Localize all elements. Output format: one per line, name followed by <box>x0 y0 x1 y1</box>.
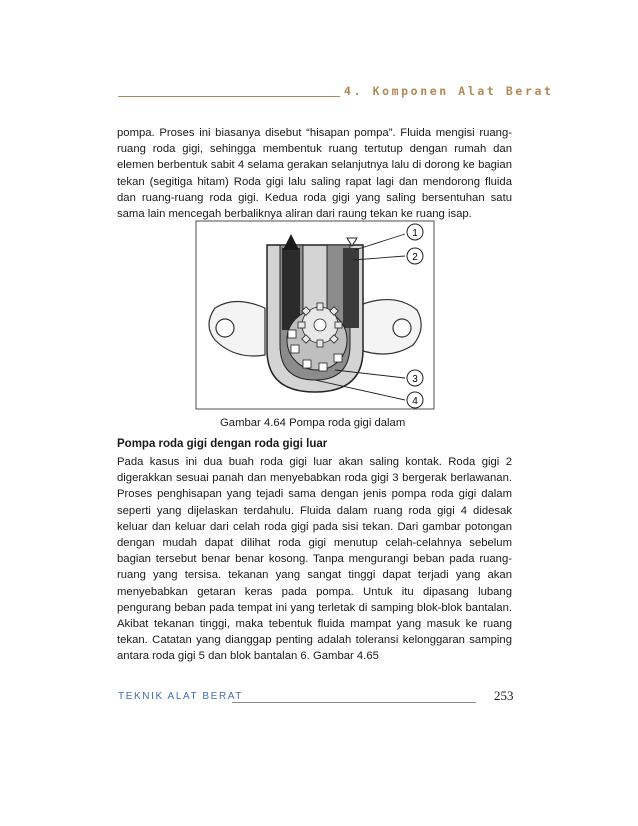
section-heading: Pompa roda gigi dengan roda gigi luar <box>117 438 328 450</box>
callout-3 <box>407 370 423 386</box>
internal-gear-pump-figure <box>195 220 435 410</box>
callout-1 <box>407 224 423 240</box>
right-flange <box>360 300 421 354</box>
body-paragraph: Pada kasus ini dua buah roda gigi luar akan saling kontak. Roda gigi 2 digerakkan sesuai panah dan menyebabkan roda gigi 3 bergerak berlawanan. Proses penghisapan yang tejadi sama dengan jenis pompa roda gigi dalam seperti yang dijelaskan terdahulu. Fluida dalam ruang roda gigi 4 didesak keluar dan keluar dari celah roda gigi pada sisi tekan. Dari gambar potongan dengan mudah dapat dilihat roda gigi menutup celah-celahnya sebelum bagian tersebut benar benar kosong. Tanpa mengurangi beban pada ruang-ruang yang tersisa. tekanan yang sangat tinggi dapat terjadi yang akan menyebabkan getaran keras pada pompa. Untuk itu dipasang lubang pengurang beban pada tempat ini yang terletak di samping blok-blok bantalan. Akibat tekanan tinggi, maka tebentuk fluida mampat yang masuk ke ruang tekan. Catatan yang dianggap penting adalah toleransi kelonggaran samping antara roda gigi 5 dan blok bantalan 6. Gambar 4.65 <box>117 456 512 663</box>
callout-4 <box>407 392 423 408</box>
header-rule <box>118 96 340 97</box>
figure-caption: Gambar 4.64 Pompa roda gigi dalam <box>220 417 406 429</box>
callout-2-label: 2 <box>412 252 418 263</box>
chapter-title: 4. Komponen Alat Berat <box>344 84 554 98</box>
right-bolt-hole <box>393 319 411 337</box>
left-bolt-hole <box>216 319 234 337</box>
footer-book-title: TEKNIK ALAT BERAT <box>118 691 244 702</box>
pinion-gear <box>298 303 342 347</box>
callout-3-label: 3 <box>412 374 418 385</box>
callout-2 <box>407 248 423 264</box>
callout-4-label: 4 <box>412 396 418 407</box>
page-number: 253 <box>494 688 514 703</box>
intro-paragraph: pompa. Proses ini biasanya disebut “hisapan pompa”. Fluida mengisi ruang-ruang roda gigi, sehingga membentuk ruang tertutup dengan rumah dan elemen berbentuk sabit 4 selama gerakan selanjutnya lalu di dorong ke bagian tekan (segitiga hitam) Roda gigi lalu saling rapat lagi dan mendorong fluida dan ruang-ruang roda gigi. Kedua roda gigi yang saling bersentuhan satu sama lain mencegah berbaliknya aliran dari raung tekan ke ruang isap. <box>117 127 512 221</box>
footer-rule <box>232 702 476 703</box>
callout-1-label: 1 <box>412 228 418 239</box>
